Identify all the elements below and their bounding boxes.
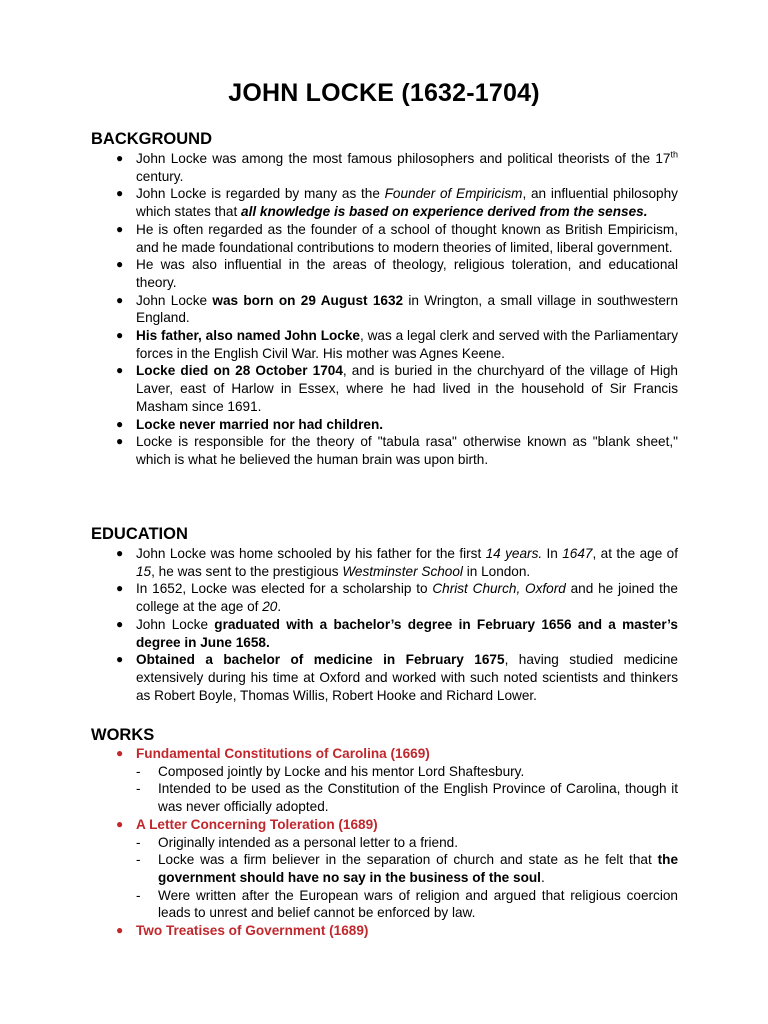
- work-item: [0, 922, 768, 940]
- text-segment: was born on 29 August 1632: [212, 292, 404, 308]
- background-list: [0, 150, 768, 469]
- text-segment: the government should have no say in the business of the soul: [158, 852, 678, 885]
- bullet-icon: ●: [116, 151, 124, 165]
- section-heading-education: EDUCATION: [91, 525, 188, 543]
- text-segment: John Locke was among the most famous philosophers and political theorists of the 17: [136, 151, 671, 166]
- list-item: [0, 327, 768, 362]
- text-segment: 20: [262, 599, 278, 615]
- text-segment: Originally intended as a personal letter to a friend.: [158, 834, 458, 850]
- works-list: [0, 745, 768, 940]
- text-segment: Locke died on 28 October 1704: [136, 363, 343, 379]
- text-segment: In: [542, 546, 563, 561]
- list-item: [0, 185, 768, 220]
- list-item: [0, 763, 768, 781]
- list-item: [0, 150, 768, 185]
- text-segment: , an influential philosophy which states that: [136, 186, 678, 220]
- bullet-icon: ●: [116, 363, 124, 378]
- bullet-icon: ●: [116, 652, 124, 667]
- text-segment: Founder of Empiricism: [384, 186, 523, 202]
- text-segment: 14 years.: [485, 546, 543, 561]
- text-segment: He was also influential in the areas of theology, religious toleration, and educational theory.: [136, 257, 678, 290]
- dash-icon: -: [136, 834, 141, 850]
- work-notes: [0, 834, 768, 923]
- work-item: [0, 745, 768, 763]
- education-list: [0, 545, 768, 704]
- text-segment: century.: [136, 168, 184, 184]
- work-title: A Letter Concerning Toleration (1689): [136, 816, 378, 832]
- text-segment: 15: [136, 563, 152, 579]
- text-segment: 1647: [562, 546, 593, 561]
- bullet-icon: ●: [116, 816, 124, 831]
- bullet-icon: ●: [116, 434, 124, 449]
- list-item: [0, 851, 768, 886]
- dash-icon: -: [136, 887, 141, 903]
- text-segment: .: [277, 599, 282, 615]
- text-segment: John Locke: [136, 616, 215, 632]
- list-item: [0, 580, 768, 615]
- list-item: [0, 651, 768, 704]
- text-segment: , having studied medicine extensively during his time at Oxford and worked with such noted scientists and thinkers as Robert Boyle, Thomas Willis, Robert Hooke and Richard Lower.: [136, 652, 678, 703]
- list-item: [0, 292, 768, 327]
- bullet-icon: ●: [116, 416, 124, 431]
- dash-icon: -: [136, 763, 141, 779]
- bullet-icon: ●: [116, 616, 124, 631]
- text-segment: and he joined the college at the age of: [136, 581, 678, 615]
- text-segment: all knowledge is based on experience derived from the senses.: [241, 204, 648, 220]
- text-segment: Intended to be used as the Constitution of the English Province of Carolina, though it was never officially adopted.: [158, 781, 678, 815]
- text-segment: Locke was a firm believer in the separation of church and state as he felt that: [158, 852, 658, 868]
- list-item: [0, 221, 768, 256]
- bullet-icon: ●: [116, 257, 124, 272]
- text-segment: .: [540, 869, 545, 885]
- section-heading-background: BACKGROUND: [91, 130, 212, 148]
- list-item: [0, 545, 768, 580]
- work-title: Fundamental Constitutions of Carolina (1669): [136, 746, 430, 761]
- text-segment: John Locke: [136, 292, 213, 308]
- bullet-icon: ●: [116, 581, 124, 596]
- text-segment: Christ Church, Oxford: [432, 581, 566, 597]
- bullet-icon: ●: [116, 328, 124, 343]
- text-segment: in Wrington, a small village in southwestern England.: [136, 292, 678, 326]
- text-segment: , at the age of: [592, 546, 679, 561]
- work-notes: [0, 763, 768, 816]
- list-item: [0, 433, 768, 468]
- bullet-icon: ●: [116, 746, 124, 760]
- text-segment: Westminster School: [342, 563, 463, 579]
- dash-icon: -: [136, 852, 141, 868]
- text-segment: th: [670, 149, 678, 160]
- text-segment: John Locke is regarded by many as the: [136, 186, 385, 202]
- text-segment: in London.: [462, 563, 531, 579]
- text-segment: Locke is responsible for the theory of "tabula rasa" otherwise known as "blank sheet," which is what he believed the human brain was upon birth.: [136, 434, 678, 467]
- text-segment: Locke never married nor had children.: [136, 416, 384, 432]
- text-segment: His father, also named John Locke: [136, 328, 360, 344]
- bullet-icon: ●: [116, 923, 124, 938]
- text-segment: He is often regarded as the founder of a school of thought known as British Empiricism, and he made foundational contributions to modern theories of limited, liberal government.: [136, 221, 678, 255]
- list-item: [0, 362, 768, 415]
- text-segment: John Locke was home schooled by his father for the first: [136, 546, 486, 561]
- work-title: Two Treatises of Government (1689): [136, 923, 369, 939]
- work-item: [0, 816, 768, 834]
- list-item: [0, 887, 768, 922]
- text-segment: Were written after the European wars of religion and argued that religious coercion leads to unrest and belief cannot be enforced by law.: [158, 887, 678, 921]
- page-title: JOHN LOCKE (1632-1704): [228, 79, 540, 107]
- text-segment: In 1652, Locke was elected for a scholarship to: [136, 581, 433, 597]
- text-segment: , was a legal clerk and served with the Parliamentary forces in the English Civil War. His mother was Agnes Keene.: [136, 328, 678, 361]
- text-segment: graduated with a bachelor’s degree in February 1656 and a master’s degree in June 1658.: [136, 616, 678, 650]
- list-item: [0, 780, 768, 815]
- text-segment: Obtained a bachelor of medicine in February 1675: [136, 652, 505, 668]
- bullet-icon: ●: [116, 221, 124, 236]
- dash-icon: -: [136, 781, 141, 797]
- text-segment: , and is buried in the churchyard of the village of High Laver, east of Harlow in Essex, where he had lived in the household of Sir Francis Masham since 1691.: [136, 363, 678, 414]
- list-item: [0, 834, 768, 852]
- list-item: [0, 616, 768, 651]
- list-item: [0, 416, 768, 434]
- bullet-icon: ●: [116, 546, 124, 560]
- bullet-icon: ●: [116, 186, 124, 201]
- text-segment: Composed jointly by Locke and his mentor Lord Shaftesbury.: [158, 763, 525, 779]
- list-item: [0, 256, 768, 291]
- text-segment: , he was sent to the prestigious: [151, 563, 343, 579]
- section-heading-works: WORKS: [91, 726, 155, 744]
- bullet-icon: ●: [116, 292, 124, 307]
